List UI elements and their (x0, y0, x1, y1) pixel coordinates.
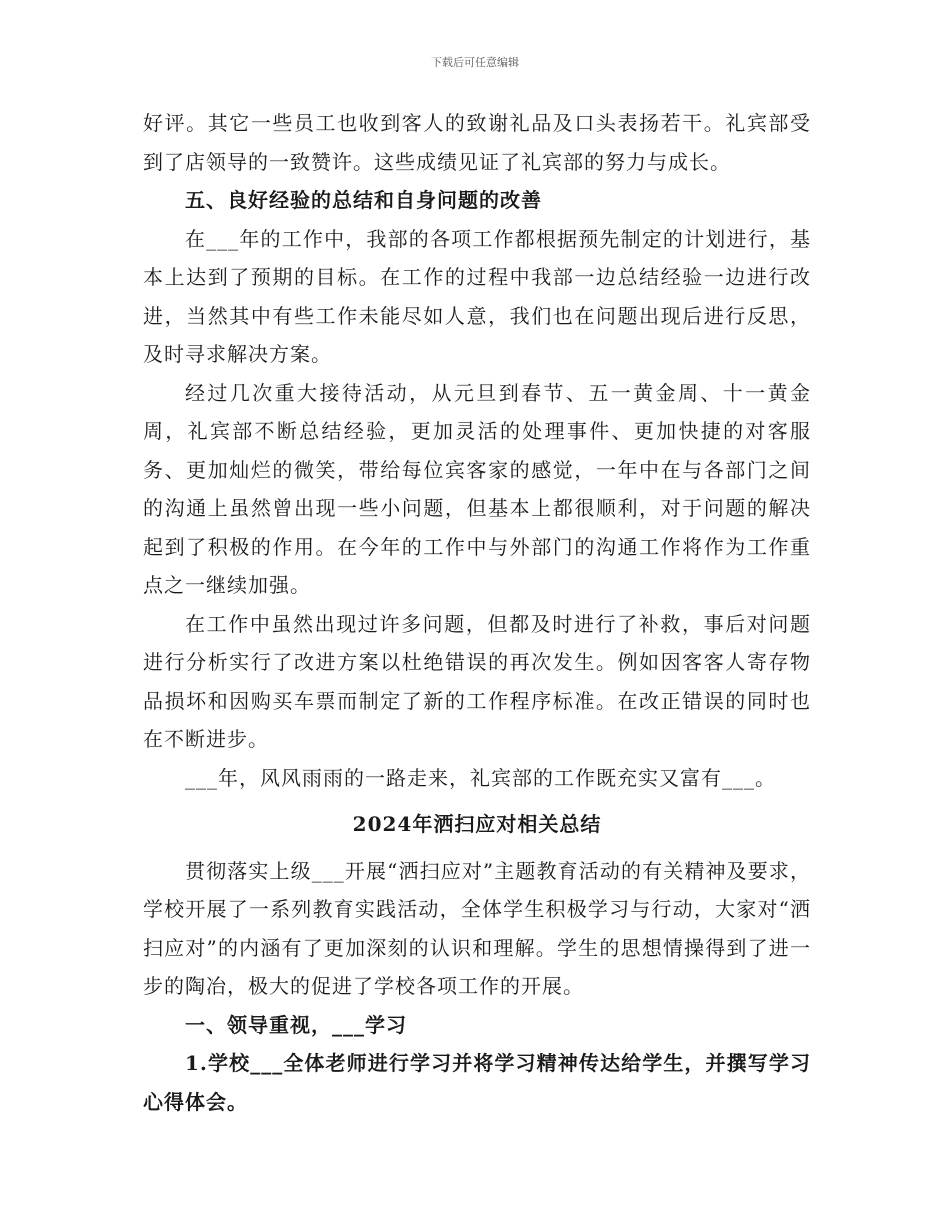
paragraph-5: 贯彻落实上级___开展“洒扫应对”主题教育活动的有关精神及要求，学校开展了一系列教育实践活动，全体学生积极学习与行动，大家对“洒扫应对”的内涵有了更加深刻的认识和理解。学生的思想情操得到了进一步的陶冶，极大的促进了学校各项工作的开展。 (143, 858, 811, 998)
document-title: 2024年洒扫应对相关总结 (352, 812, 602, 836)
paragraph-2: 经过几次重大接待活动，从元旦到春节、五一黄金周、十一黄金周，礼宾部不断总结经验，更加灵活的处理事件、更加快捷的对客服务、更加灿烂的微笑，带给每位宾客家的感觉，一年中在与各部门之间的沟通上虽然曾出现一些小问题，但基本上都很顺利，对于问题的解决起到了积极的作用。在今年的工作中与外部门的沟通工作将作为工作重点之一继续加强。 (143, 380, 811, 597)
document-body (143, 104, 811, 1121)
spacer (143, 797, 811, 805)
spacer (143, 844, 811, 852)
section-heading-1: 一、领导重视，___学习 (185, 1012, 407, 1037)
paragraph-3: 在工作中虽然出现过许多问题，但都及时进行了补救，事后对问题进行分析实行了改进方案以杜绝错误的再次发生。例如因客客人寄存物品损坏和因购买车票而制定了新的工作程序标准。在改正错误的同时也在不断进步。 (143, 611, 811, 751)
paragraph-intro: 好评。其它一些员工也收到客人的致谢礼品及口头表扬若干。礼宾部受到了店领导的一致赞许。这些成绩见证了礼宾部的努力与成长。 (143, 111, 811, 174)
list-item-1: 1.学校___全体老师进行学习并将学习精神传达给学生，并撰写学习心得体会。 (143, 1051, 811, 1114)
paragraph-1: 在___年的工作中，我部的各项工作都根据预先制定的计划进行，基本上达到了预期的目标。在工作的过程中我部一边总结经验一边进行改进，当然其中有些工作未能尽如人意，我们也在问题出现后进行反思，及时寻求解决方案。 (143, 226, 811, 366)
section-heading-5: 五、良好经验的总结和自身问题的改善 (185, 188, 542, 212)
paragraph-4: ___年，风风雨雨的一路走来，礼宾部的工作既充实又富有___。 (185, 765, 776, 790)
page-header: 下载后可任意编辑 (431, 56, 519, 69)
